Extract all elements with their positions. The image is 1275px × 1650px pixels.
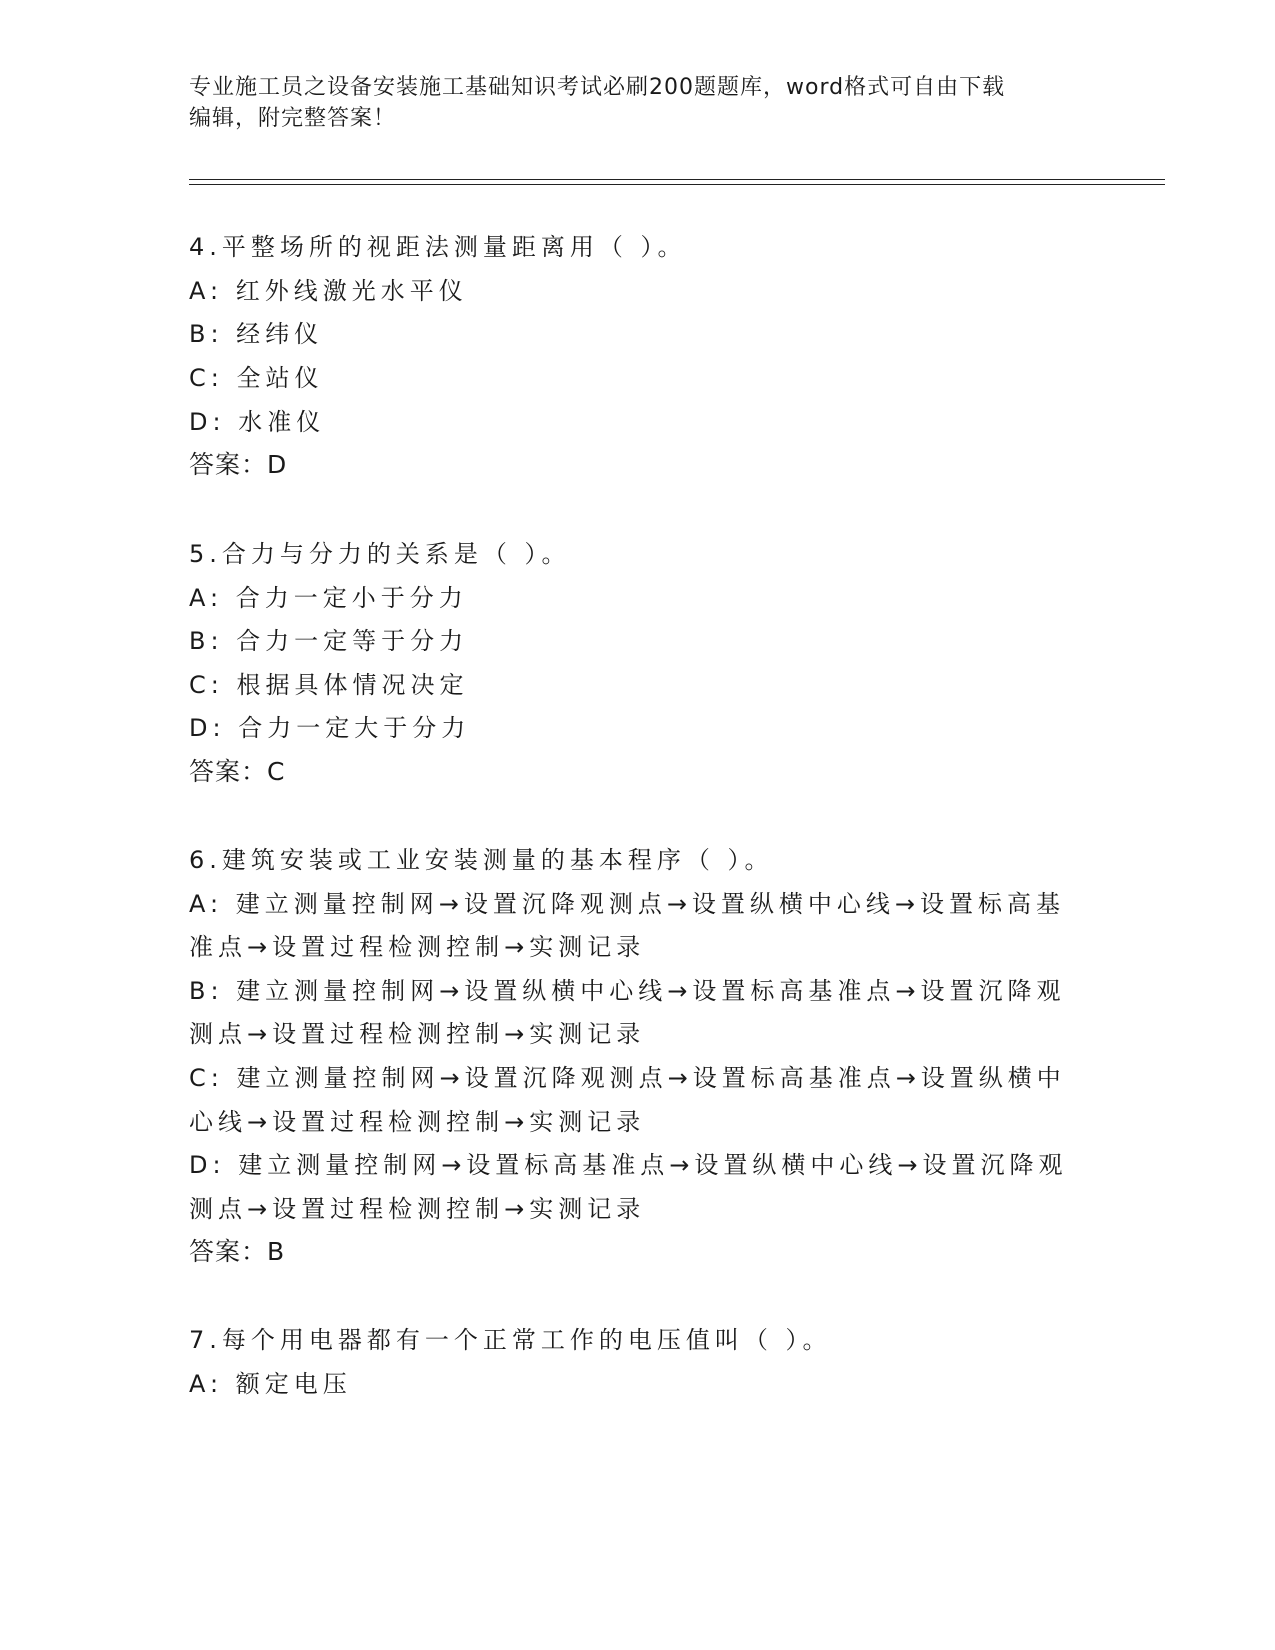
question-6-option-a-line-1: A: 建立测量控制网→设置沉降观测点→设置纵横中心线→设置标高基 bbox=[189, 890, 1066, 918]
question-7-option-a: A: 额定电压 bbox=[189, 1370, 352, 1398]
question-4-option-a: A: 红外线激光水平仪 bbox=[189, 277, 468, 305]
question-4-option-d: D: 水准仪 bbox=[189, 408, 326, 436]
question-4-stem: 4.平整场所的视距法测量距离用（ ）。 bbox=[189, 233, 687, 261]
question-4-option-b: B: 经纬仪 bbox=[189, 320, 324, 348]
header-title-line-2: 编辑，附完整答案！ bbox=[189, 106, 397, 131]
question-5-option-c: C: 根据具体情况决定 bbox=[189, 671, 469, 699]
question-4-answer: 答案：D bbox=[189, 450, 288, 479]
question-5-answer: 答案：C bbox=[189, 757, 286, 786]
question-6-stem: 6.建筑安装或工业安装测量的基本程序（ ）。 bbox=[189, 846, 774, 874]
question-5-option-b: B: 合力一定等于分力 bbox=[189, 627, 469, 655]
question-6-option-d-line-2: 测点→设置过程检测控制→实测记录 bbox=[189, 1195, 646, 1223]
header-divider-top bbox=[189, 179, 1165, 180]
question-5-stem: 5.合力与分力的关系是（ ）。 bbox=[189, 540, 571, 568]
question-6-option-a-line-2: 准点→设置过程检测控制→实测记录 bbox=[189, 933, 646, 961]
question-6-answer: 答案：B bbox=[189, 1237, 286, 1266]
question-6-option-c-line-2: 心线→设置过程检测控制→实测记录 bbox=[189, 1108, 646, 1136]
header-title-line-1: 专业施工员之设备安装施工基础知识考试必刷200题题库，word格式可自由下载 bbox=[189, 75, 1006, 100]
question-6-option-b-line-2: 测点→设置过程检测控制→实测记录 bbox=[189, 1020, 646, 1048]
question-6-option-b-line-1: B: 建立测量控制网→设置纵横中心线→设置标高基准点→设置沉降观 bbox=[189, 977, 1066, 1005]
question-6-option-c-line-1: C: 建立测量控制网→设置沉降观测点→设置标高基准点→设置纵横中 bbox=[189, 1064, 1066, 1092]
question-5-option-a: A: 合力一定小于分力 bbox=[189, 584, 468, 612]
question-5-option-d: D: 合力一定大于分力 bbox=[189, 714, 471, 742]
header-divider-bottom bbox=[189, 184, 1165, 185]
document-header bbox=[189, 72, 1089, 134]
question-4-option-c: C: 全站仪 bbox=[189, 364, 324, 392]
question-6-option-d-line-1: D: 建立测量控制网→设置标高基准点→设置纵横中心线→设置沉降观 bbox=[189, 1151, 1068, 1179]
question-7-stem: 7.每个用电器都有一个正常工作的电压值叫（ ）。 bbox=[189, 1326, 832, 1354]
